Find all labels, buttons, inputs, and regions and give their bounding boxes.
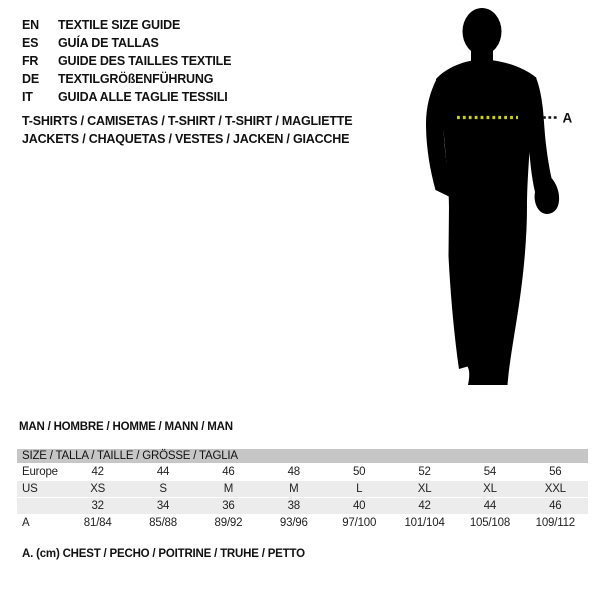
size-cell: 97/100 <box>342 517 377 529</box>
size-cell: 48 <box>287 466 301 478</box>
size-cell: XL <box>483 483 497 495</box>
language-list <box>22 16 231 106</box>
size-cell: M <box>223 483 234 495</box>
size-cell: 46 <box>222 466 235 478</box>
size-cell: XXL <box>544 483 566 495</box>
size-cell: 105/108 <box>469 517 511 529</box>
size-cell: 44 <box>156 466 170 478</box>
language-code: IT <box>22 90 33 104</box>
size-cell: 89/92 <box>214 517 243 529</box>
section-title: MAN / HOMBRE / HOMME / MANN / MAN <box>19 421 233 433</box>
language-row <box>22 16 231 34</box>
size-cell: 38 <box>287 500 301 512</box>
language-label: TEXTILGRÖßENFÜHRUNG <box>58 72 214 86</box>
measure-footnote: A. (cm) CHEST / PECHO / POITRINE / TRUHE / PETTO <box>22 548 305 560</box>
language-code: ES <box>22 36 39 50</box>
language-row <box>22 70 231 88</box>
size-cell: 101/104 <box>404 517 445 529</box>
language-label: GUÍA DE TALLAS <box>58 36 159 50</box>
measure-label-a: A <box>562 110 573 126</box>
size-cell: 56 <box>549 466 562 478</box>
category-line: JACKETS / CHAQUETAS / VESTES / JACKEN / GIACCHE <box>22 132 350 146</box>
language-label: GUIDE DES TAILLES TEXTILE <box>58 54 232 68</box>
row-label: A <box>22 517 30 529</box>
size-cell: L <box>356 483 363 495</box>
size-cell: 32 <box>91 500 104 512</box>
language-row <box>22 52 231 70</box>
language-row <box>22 34 231 52</box>
language-code: DE <box>22 72 39 86</box>
language-label: TEXTILE SIZE GUIDE <box>58 18 181 32</box>
size-cell: 44 <box>483 500 497 512</box>
size-table-header-row <box>17 449 588 464</box>
table-row <box>17 481 588 498</box>
size-cell: 50 <box>352 466 366 478</box>
size-cell: 34 <box>156 500 170 512</box>
row-label: US <box>22 483 38 495</box>
man-silhouette <box>426 8 559 385</box>
size-cell: 42 <box>418 500 431 512</box>
size-cell: 81/84 <box>83 517 112 529</box>
language-code: FR <box>22 54 39 68</box>
size-table-body <box>17 464 588 532</box>
size-table <box>17 448 588 531</box>
size-cell: 40 <box>352 500 366 512</box>
size-cell: S <box>159 483 167 495</box>
row-label <box>17 498 65 515</box>
size-table-header: SIZE / TALLA / TAILLE / GRÖSSE / TAGLIA <box>17 449 588 464</box>
language-row <box>22 88 231 106</box>
size-cell: M <box>289 483 299 495</box>
size-cell: 42 <box>91 466 104 478</box>
language-code: EN <box>22 18 39 32</box>
size-cell: XS <box>90 483 106 495</box>
size-cell: 36 <box>222 500 235 512</box>
size-cell: 54 <box>483 466 497 478</box>
table-row <box>17 464 588 481</box>
table-row <box>17 498 588 515</box>
size-cell: XL <box>417 483 432 495</box>
table-row <box>17 515 588 532</box>
category-lines <box>22 112 352 148</box>
size-cell: 46 <box>549 500 562 512</box>
language-label: GUIDA ALLE TAGLIE TESSILI <box>58 90 228 104</box>
row-label: Europe <box>22 466 58 478</box>
size-cell: 109/112 <box>535 517 575 529</box>
size-cell: 85/88 <box>149 517 177 529</box>
category-line: T-SHIRTS / CAMISETAS / T-SHIRT / T-SHIRT / MAGLIETTE <box>22 114 353 128</box>
size-cell: 93/96 <box>279 517 308 529</box>
size-cell: 52 <box>418 466 431 478</box>
